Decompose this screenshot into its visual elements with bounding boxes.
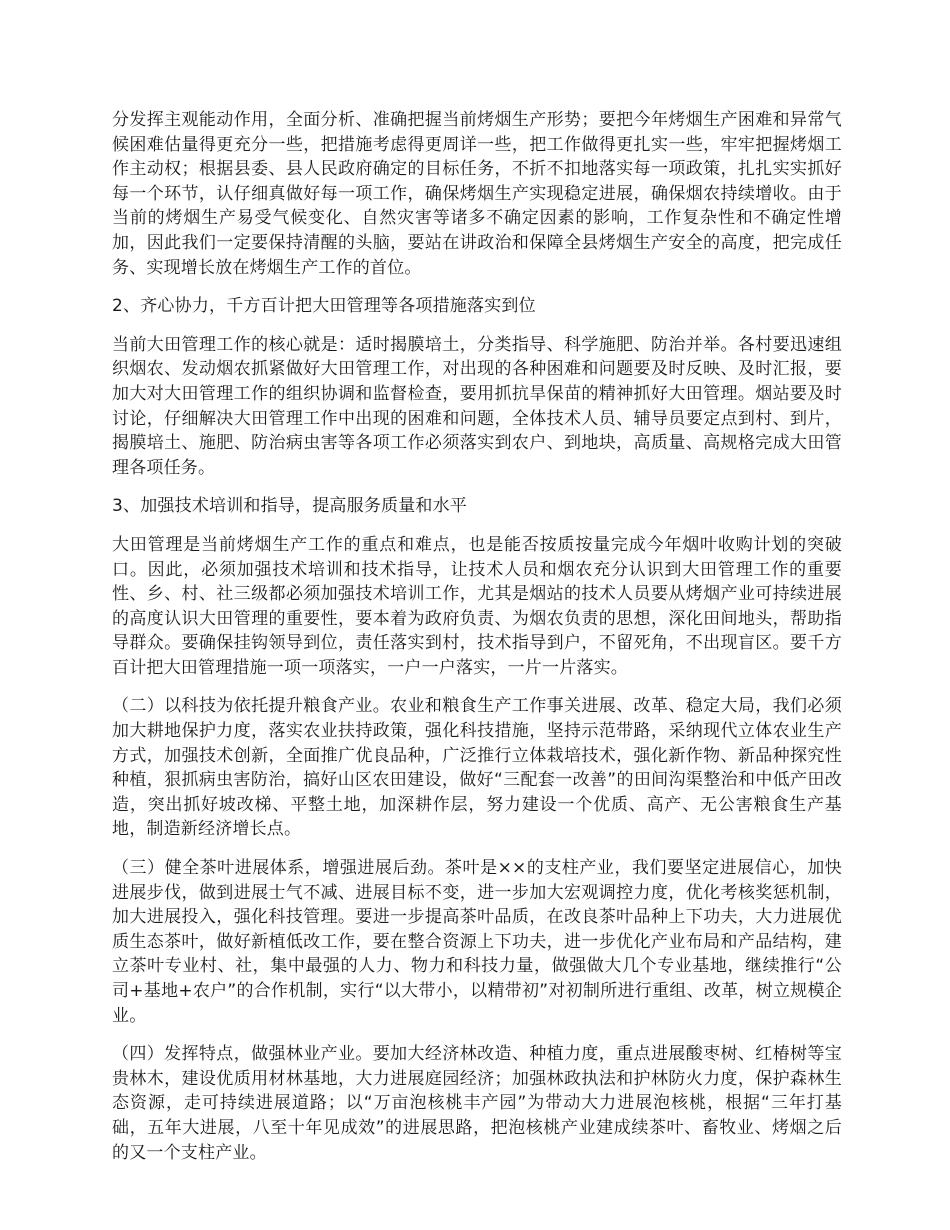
section-heading-field-management: 2、齐心协力，千方百计把大田管理等各项措施落实到位 (112, 296, 536, 317)
paragraph-tobacco-production: 分发挥主观能动作用，全面分析、准确把握当前烤烟生产形势；要把今年烤烟生产困难和异常气候困难估量得更充分一些，把措施考虑得更周详一些，把工作做得更扎实一些，牢牢把握烤烟工作主动权；根据县委、县人民政府确定的目标任务，不折不扣地落实每一项政策，扎扎实实抓好每一个环节，认仔细真做好每一项工作，确保烤烟生产实现稳定进展，确保烟农持续增收。由于当前的烤烟生产易受气候变化、自然灾害等诸多不确定因素的影响，工作复杂性和不确定性增加，因此我们一定要保持清醒的头脑，要站在讲政治和保障全县烤烟生产安全的高度，把完成任务、实现增长放在烤烟生产工作的首位。 (112, 110, 842, 278)
paragraph-grain-industry: （二）以科技为依托提升粮食产业。农业和粮食生产工作事关进展、改革、稳定大局，我们必须加大耕地保护力度，落实农业扶持政策，强化科技措施，坚持示范带路，采纳现代立体农业生产方式，加强技术创新，全面推广优良品种，广泛推行立体栽培技术，强化新作物、新品种探究性种植，狠抓病虫害防治，搞好山区农田建设，做好“三配套一改善”的田间沟渠整治和中低产田改造，突出抓好坡改梯、平整土地，加深耕作层，努力建设一个优质、高产、无公害粮食生产基地，制造新经济增长点。 (112, 696, 842, 840)
paragraph-forestry-industry: （四）发挥特点，做强林业产业。要加大经济林改造、种植力度，重点进展酸枣树、红椿树等宝贵林木，建设优质用材林基地，大力进展庭园经济；加强林政执法和护林防火力度，保护森林生态资源，走可持续进展道路；以“万亩泡核桃丰产园”为带动大力进展泡核桃，根据“三年打基础，五年大进展，八至十年见成效”的进展思路，把泡核桃产业建成续茶叶、畜牧业、烤烟之后的又一个支柱产业。 (112, 1044, 842, 1163)
section-heading-technical-training: 3、加强技术培训和指导，提高服务质量和水平 (112, 496, 468, 517)
paragraph-tea-industry: （三）健全茶叶进展体系，增强进展后劲。茶叶是××的支柱产业，我们要坚定进展信心，加快进展步伐，做到进展士气不减、进展目标不变，进一步加大宏观调控力度，优化考核奖惩机制，加大进展投入，强化科技管理。要进一步提高茶叶品质，在改良茶叶品种上下功夫，大力进展优质生态茶叶，做好新植低改工作，要在整合资源上下功夫，进一步优化产业布局和产品结构，建立茶叶专业村、社，集中最强的人力、物力和科技力量，做强做大几个专业基地，继续推行“公司+基地+农户”的合作机制，实行“以大带小，以精带初”对初制所进行重组、改革，树立规模企业。 (112, 858, 842, 1026)
document-page (112, 108, 842, 1179)
paragraph-field-management: 当前大田管理工作的核心就是：适时揭膜培土，分类指导、科学施肥、防治并举。各村要迅速组织烟农、发动烟农抓紧做好大田管理工作，对出现的各种困难和问题要及时反映、及时汇报，要加大对大田管理工作的组织协调和监督检查，要用抓抗旱保苗的精神抓好大田管理。烟站要及时讨论，仔细解决大田管理工作中出现的困难和问题，全体技术人员、辅导员要定点到村、到片，揭膜培土、施肥、防治病虫害等各项工作必须落实到农户、到地块，高质量、高规格完成大田管理各项任务。 (112, 334, 842, 478)
paragraph-technical-training: 大田管理是当前烤烟生产工作的重点和难点，也是能否按质按量完成今年烟叶收购计划的突破口。因此，必须加强技术培训和技术指导，让技术人员和烟农充分认识到大田管理工作的重要性、乡、村、社三级都必须加强技术培训工作，尤其是烟站的技术人员要从烤烟产业可持续进展的高度认识大田管理的重要性，要本着为政府负责、为烟农负责的思想，深化田间地头，帮助指导群众。要确保挂钩领导到位，责任落实到村，技术指导到户，不留死角，不出现盲区。要千方百计把大田管理措施一项一项落实，一户一户落实，一片一片落实。 (112, 534, 842, 678)
